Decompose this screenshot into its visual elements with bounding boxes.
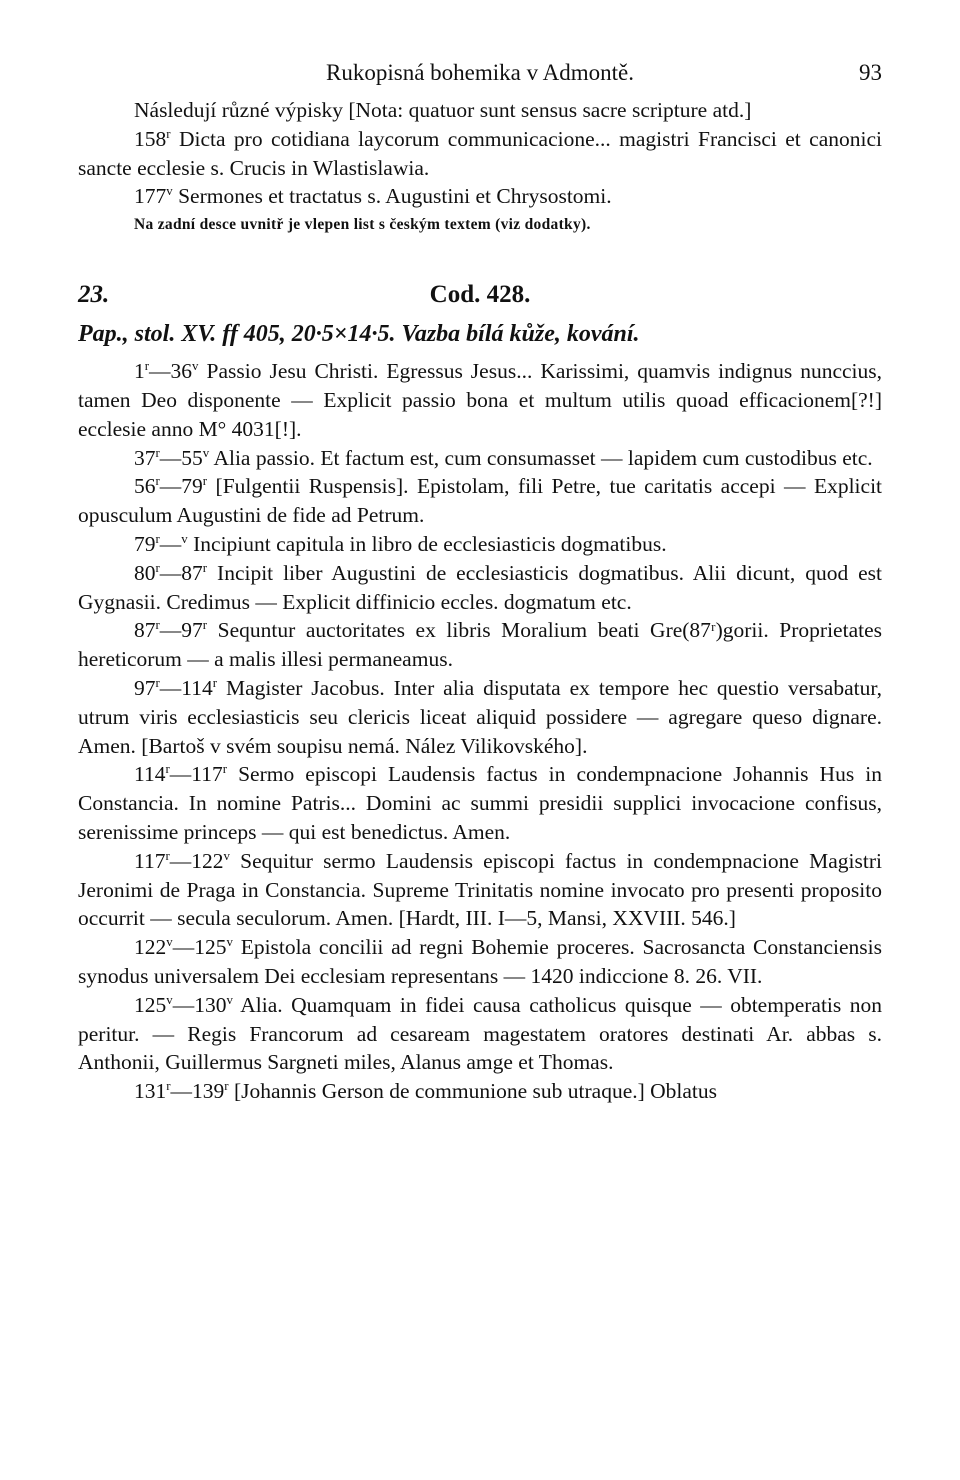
folio-from-side: r <box>165 762 170 777</box>
list-item <box>78 847 882 933</box>
folio-range <box>134 474 207 498</box>
range-dash: — <box>170 1079 193 1104</box>
list-item <box>78 760 882 846</box>
list-item <box>78 1077 882 1106</box>
list-item <box>78 472 882 530</box>
folio-from: 117 <box>134 848 166 873</box>
folio-from: 79 <box>134 531 156 556</box>
folio-ref <box>134 184 173 208</box>
folio-from-side: r <box>155 675 160 690</box>
folio-range <box>134 676 217 700</box>
folio-range <box>134 849 230 873</box>
entry-text: Alia. Quamquam in fidei causa catholicus quisque — obtemperatis non peritur. — Regis Francorum ad cesaream magestatem oratores destinati Ar. abbas s. Anthonii, Guillermus Sargneti miles, Alanus amge et Thomas. <box>78 992 882 1075</box>
folio-to: 79 <box>181 474 203 499</box>
folio-from-side: v <box>166 934 173 949</box>
folio-from: 37 <box>134 445 156 470</box>
folio-from: 131 <box>134 1079 167 1104</box>
entry-text: Passio Jesu Christi. Egressus Jesus... Karissimi, quamvis indignus nunccius, tamen Deo disponente — Explicit passio bona et multum utilis quoad efficacionem[?!] ecclesie anno M° 4031[!]. <box>78 359 882 441</box>
running-head <box>78 56 882 96</box>
range-dash: — <box>159 474 182 499</box>
folio-to-side: r <box>212 675 218 690</box>
range-dash: — <box>172 992 195 1017</box>
page-body <box>78 96 882 1106</box>
list-item <box>78 530 882 559</box>
folio-to: 130 <box>194 992 227 1017</box>
entry-text: Magister Jacobus. Inter alia disputata ex tempore hec questio versabatur, utrum viris ecclesiasticis seu clericis liceat aliquid possidere — agregare queso dignare. Amen. [Bartoš v svém soupisu nemá. Nález Vilikovského]. <box>78 675 883 758</box>
entry-text: Sermones et tractatus s. Augustini et Chrysostomi. <box>178 184 612 209</box>
folio-range <box>134 446 209 470</box>
entry-text: Sermo episcopi Laudensis factus in condempnacione Johannis Hus in Constancia. In nomine Patris... Domini ac summi presidii supplici invocacione confisus, serenissime princeps — qui est benedictus. Amen. <box>78 762 882 844</box>
folio-from-side: r <box>144 359 150 374</box>
list-item <box>78 991 882 1077</box>
folio-to: 125 <box>194 935 227 960</box>
folio-to: 117 <box>191 762 223 787</box>
list-item <box>78 357 882 443</box>
folio-from: 125 <box>134 992 167 1017</box>
book-page <box>78 56 882 1106</box>
folio-from-side: r <box>155 531 160 546</box>
entry-text: [Johannis Gerson de communione sub utraque.] Oblatus <box>233 1079 718 1104</box>
folio-range <box>134 935 233 959</box>
binding-note: Na zadní desce uvnitř je vlepen list s českým textem (viz dodatky). <box>134 216 591 234</box>
folio-to: 139 <box>192 1079 225 1104</box>
folio-side: r <box>166 126 171 141</box>
codex-description: Pap., stol. XV. ff 405, 20·5×14·5. Vazba bílá kůže, kování. <box>78 321 640 348</box>
codex-number: 23. <box>78 281 110 309</box>
page-number: 93 <box>859 60 882 85</box>
folio-from-side: r <box>165 848 170 863</box>
folio-from: 1 <box>134 359 145 384</box>
folio-to-side: v <box>202 445 210 460</box>
folio-to-side: v <box>226 934 233 949</box>
entry-text: Dicta pro cotidiana laycorum communicacione... magistri Francisci et canonici sancte ecclesie s. Crucis in Wlastislawia. <box>78 126 882 180</box>
folio-range <box>134 1079 229 1103</box>
folio-to-side: r <box>222 762 227 777</box>
folio-side: v <box>166 184 173 199</box>
folio-from: 97 <box>134 675 156 700</box>
range-dash: — <box>159 531 182 556</box>
folio-ref <box>134 127 171 151</box>
folio-to: 55 <box>181 445 203 470</box>
folio-to: 97 <box>181 618 203 643</box>
intro-entry <box>78 182 882 211</box>
entry-text: Incipiunt capitula in libro de ecclesiasticis dogmatibus. <box>193 531 667 556</box>
running-title: Rukopisná bohemika v Admontě. <box>326 60 634 85</box>
range-dash: — <box>172 935 195 960</box>
folio-range <box>134 561 207 585</box>
folio-from: 114 <box>134 762 166 787</box>
list-item <box>78 559 882 617</box>
folio-to: 114 <box>181 675 213 700</box>
folio-from: 56 <box>134 474 156 499</box>
folio-from-side: r <box>155 474 160 489</box>
entry-text: Sequitur sermo Laudensis episcopi factus in condempnacione Magistri Jeronimi de Praga in Constancia. Supreme Trinitatis nomine invocato pro presenti proposito occurrit — secula seculorum. Amen. [Hardt, III. I—5, Mansi, XXVIII. 546.] <box>78 848 882 931</box>
folio-to-side: r <box>202 560 208 575</box>
folio-from: 80 <box>134 560 156 585</box>
folio-range <box>134 762 227 786</box>
folio-to: 36 <box>170 359 193 384</box>
folio-range <box>134 359 199 383</box>
entry-text: Sequntur auctoritates ex libris Moralium beati Gre(87ʳ)gorii. Proprietates hereticorum — a malis illesi permaneamus. <box>78 618 883 672</box>
folio-range <box>134 532 188 556</box>
intro-paragraph: Následují různé výpisky [Nota: quatuor sunt sensus sacre scripture atd.] <box>134 98 752 122</box>
codex-title: Cod. 428. <box>429 281 531 309</box>
entry-text: Epistola concilii ad regni Bohemie proceres. Sacrosancta Constanciensis synodus universalem Dei ecclesiam representans — 1420 indiccione 8. 26. VII. <box>78 935 882 988</box>
range-dash: — <box>169 762 192 787</box>
folio-to: 122 <box>191 848 224 873</box>
folio-to: 87 <box>181 560 203 585</box>
folio-from-side: r <box>155 560 160 575</box>
folio-range <box>134 618 207 642</box>
folio-range <box>134 993 233 1017</box>
folio-to-side: r <box>202 618 208 633</box>
folio-from-side: r <box>166 1078 171 1093</box>
entry-text: Alia passio. Et factum est, cum consumasset — lapidem cum custodibus etc. <box>213 445 873 470</box>
range-dash: — <box>159 618 182 643</box>
folio-to-side: v <box>181 531 188 546</box>
entry-text: Incipit liber Augustini de ecclesiasticis dogmatibus. Alii dicunt, quod est Gygnasii. Credimus — Explicit diffinicio eccles. dogmatum etc. <box>78 560 882 614</box>
folio-to-side: r <box>202 474 208 489</box>
folio-from-side: r <box>155 618 160 633</box>
entries-list <box>78 357 882 1106</box>
intro-entry <box>78 125 882 183</box>
folio-number: 177 <box>134 184 167 209</box>
list-item <box>78 933 882 991</box>
range-dash: — <box>169 848 192 873</box>
list-item <box>78 444 882 473</box>
range-dash: — <box>159 675 182 700</box>
range-dash: — <box>149 359 171 384</box>
list-item <box>78 616 882 674</box>
range-dash: — <box>159 560 182 585</box>
folio-to-side: v <box>226 992 233 1007</box>
codex-heading <box>78 277 882 317</box>
folio-from: 87 <box>134 618 156 643</box>
folio-to-side: r <box>224 1078 229 1093</box>
range-dash: — <box>159 445 182 470</box>
folio-number: 158 <box>134 126 167 151</box>
folio-from-side: v <box>166 992 173 1007</box>
folio-to-side: v <box>223 848 230 863</box>
entry-text: [Fulgentii Ruspensis]. Epistolam, fili Petre, tue caritatis accepi — Explicit opusculum Augustini de fide ad Petrum. <box>78 474 883 528</box>
folio-to-side: v <box>192 359 199 374</box>
list-item <box>78 674 882 760</box>
folio-from-side: r <box>155 445 160 460</box>
folio-from: 122 <box>134 935 167 960</box>
